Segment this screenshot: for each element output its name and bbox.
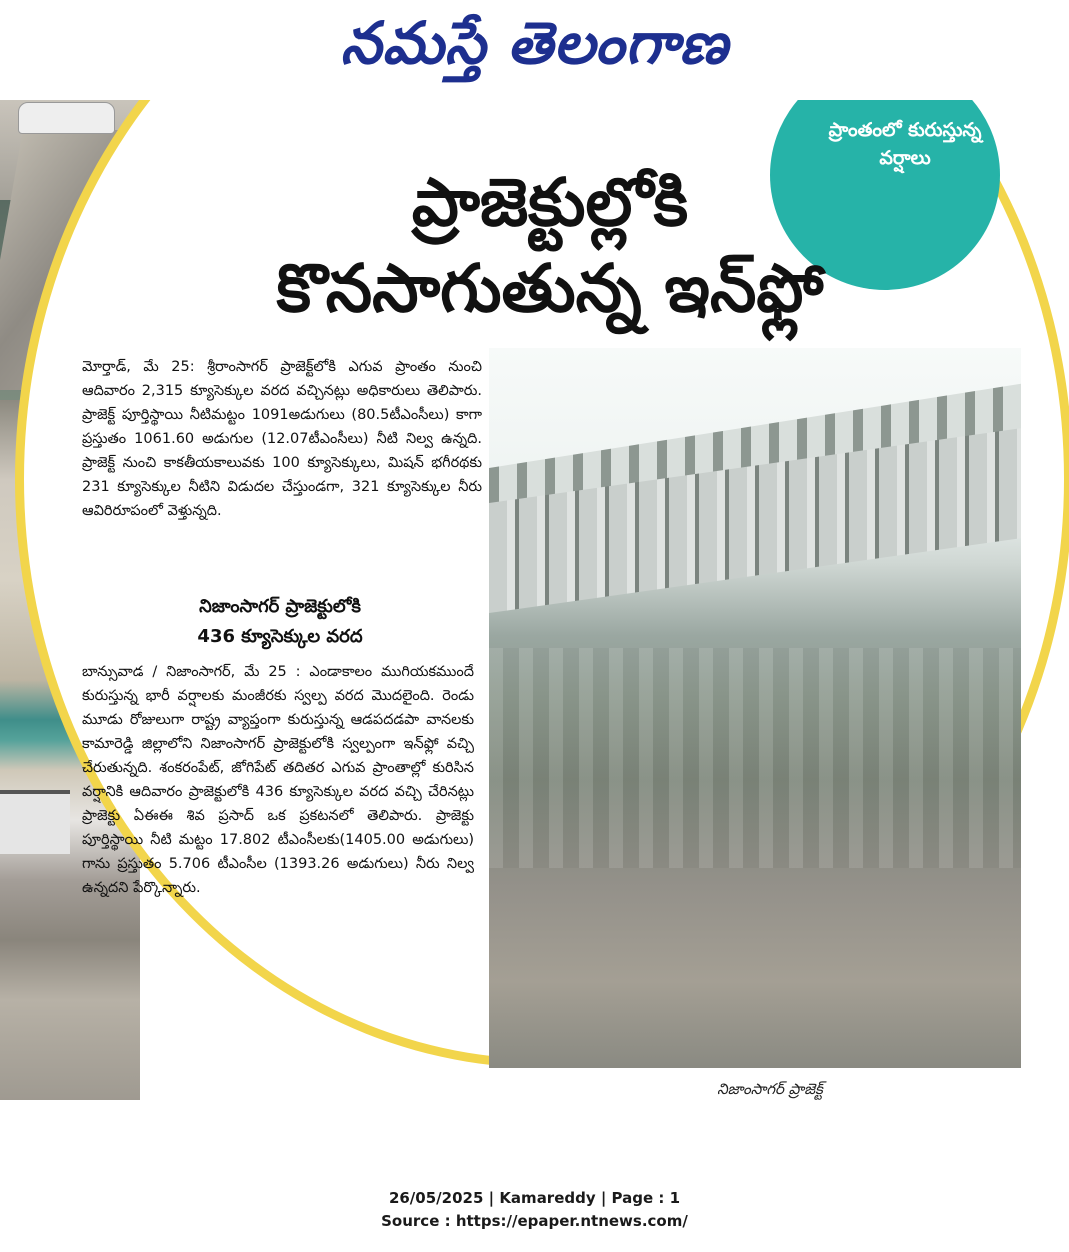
article-nizamsagar-body: బాన్సువాడ / నిజాంసాగర్, మే 25 : ఎండాకాలం ముగియకముందే కురుస్తున్న భారీ వర్షాలకు మంజీరకు స్వల్ప వరద మొదలైంది. రెండు మూడు రోజులుగా రాష్ట్ర వ్యాప్తంగా కురుస్తున్న ఆడపదడపా వానలకు కామారెడ్డి జిల్లాలోని నిజాంసాగర్ ప్రాజెక్టులోకి స్వల్పంగా ఇన్‌ఫ్లో వచ్చి చేరుతున్నది. శంకరంపేట్, జోగిపేట్ తదితర ఎగువ ప్రాంతాల్లో కురిసిన వర్షానికి ఆదివారం ప్రాజెక్టులోకి 436 క్యూసెక్కుల వరద వచ్చి చేరినట్లు ప్రాజెక్టు ఏఈఈ శివ ప్రసాద్ ఒక ప్రకటనలో తెలిపారు. ప్రాజెక్టు పూర్తిస్థాయి నీటి మట్టం 17.802 టీఎంసీలకు(1405.00 అడుగులు) గాను ప్రస్తుతం 5.706 టీఎంసీల (1393.26 అడుగులు) నీరు నిల్వ ఉన్నదని పేర్కొన్నారు. xyxy=(82,664,474,896)
photo-caption: నిజాంసాగర్ ప్రాజెక్ట్ xyxy=(717,1080,823,1098)
article-srsp-body: మోర్తాడ్, మే 25: శ్రీరాంసాగర్ ప్రాజెక్ట్‌లోకి ఎగువ ప్రాంతం నుంచి ఆదివారం 2,315 క్యూసెక్కుల వరద వచ్చినట్లు అధికారులు తెలిపారు. ప్రాజెక్ట్ పూర్తిస్థాయి నీటిమట్టం 1091అడుగులు (80.5టీఎంసీలు) కాగా ప్రస్తుతం 1061.60 అడుగుల (12.07టీఎంసీలు) నీటి నిల్వ ఉన్నది. ప్రాజెక్ట్ నుంచి కాకతీయకాలువకు 100 క్యూసెక్కులు, మిషన్ భగీరథకు 231 క్యూసెక్కుల నీటిని విడుదల చేస్తుండగా, 321 క్యూసెక్కుల నీరు ఆవిరిరూపంలో వెళ్తున్నది. xyxy=(82,359,482,519)
parked-car xyxy=(18,102,115,134)
subheading-line-1: నిజాంసాగర్ ప్రాజెక్టులోకి xyxy=(199,596,361,617)
water-reflection xyxy=(489,648,1021,868)
article-frame xyxy=(0,100,1069,1100)
page-footer xyxy=(0,1187,1069,1233)
headline-line-1: ప్రాజెక్టుల్లోకి xyxy=(411,164,689,241)
masthead-logo: నమస్తే తెలంగాణ xyxy=(340,9,729,77)
footer-date-edition: 26/05/2025 | Kamareddy | Page : 1 xyxy=(388,1189,681,1207)
subheading-line-2: 436 క్యూసెక్కుల వరద xyxy=(197,626,363,647)
subheading xyxy=(100,592,460,652)
roadside-building xyxy=(0,790,70,854)
topic-badge-text: ప్రాంతంలో కురుస్తున్న వర్షాలు xyxy=(828,119,982,169)
headline-line-2: కొనసాగుతున్న ఇన్‌ఫ్లో xyxy=(276,250,824,327)
footer-source-link[interactable]: Source : https://epaper.ntnews.com/ xyxy=(381,1212,688,1230)
nizamsagar-dam-photo xyxy=(489,348,1021,1068)
headline xyxy=(100,160,1000,332)
